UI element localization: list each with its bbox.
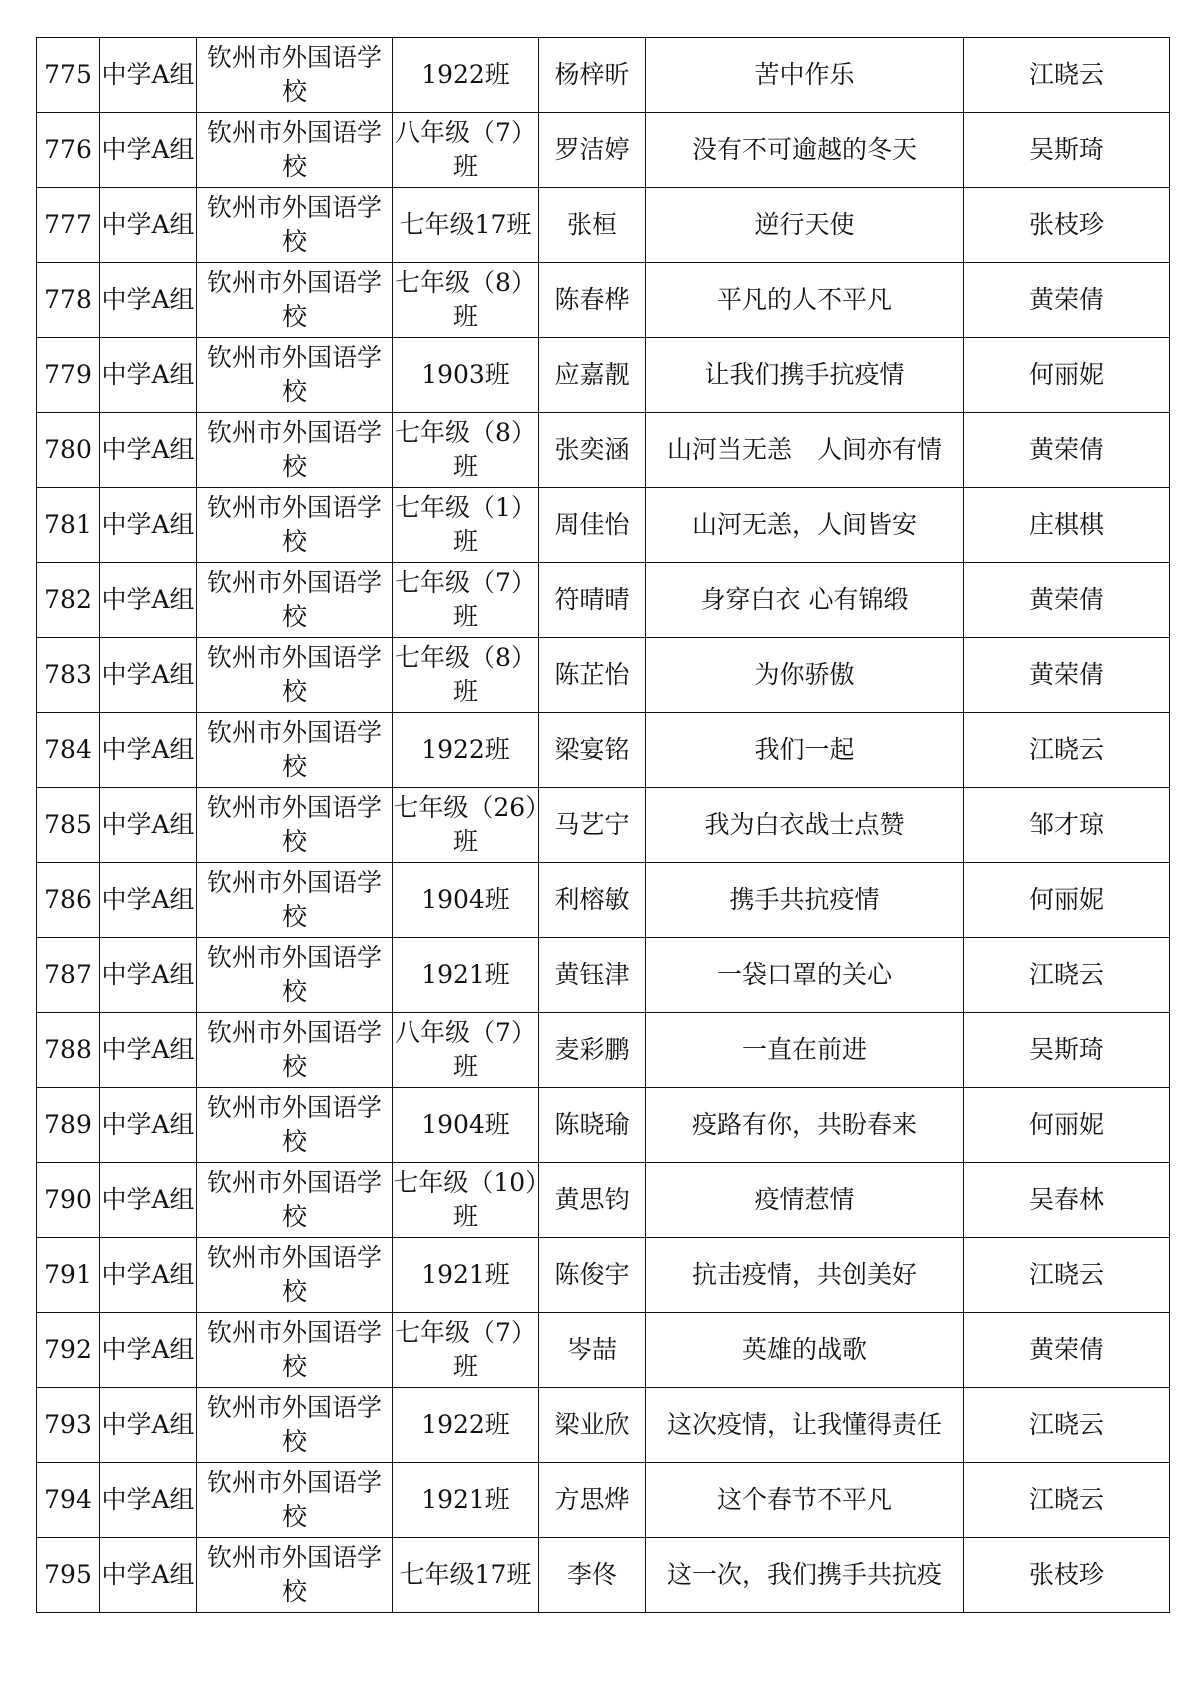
group-cell: 中学A组 (100, 938, 197, 1013)
student-name: 梁宴铭 (539, 713, 646, 788)
work-title: 疫路有你，共盼春来 (646, 1088, 964, 1163)
table-row (37, 638, 1170, 713)
student-name: 梁业欣 (539, 1388, 646, 1463)
student-name: 黄思钧 (539, 1163, 646, 1238)
table-row (37, 1313, 1170, 1388)
work-title: 平凡的人不平凡 (646, 263, 964, 338)
school-cell: 钦州市外国语学校 (197, 1463, 393, 1538)
school-cell: 钦州市外国语学校 (197, 263, 393, 338)
entry-number: 779 (37, 338, 100, 413)
class-cell: 七年级17班 (393, 1538, 539, 1613)
school-cell: 钦州市外国语学校 (197, 413, 393, 488)
school-cell: 钦州市外国语学校 (197, 1313, 393, 1388)
work-title: 没有不可逾越的冬天 (646, 113, 964, 188)
teacher-name: 江晓云 (964, 1238, 1170, 1313)
student-name: 陈俊宇 (539, 1238, 646, 1313)
work-title: 逆行天使 (646, 188, 964, 263)
entry-number: 777 (37, 188, 100, 263)
class-cell: 八年级（7）班 (393, 1013, 539, 1088)
class-cell: 七年级（7）班 (393, 563, 539, 638)
teacher-name: 庄棋棋 (964, 488, 1170, 563)
entry-number: 794 (37, 1463, 100, 1538)
entry-number: 785 (37, 788, 100, 863)
table-row (37, 1163, 1170, 1238)
work-title: 身穿白衣 心有锦缎 (646, 563, 964, 638)
teacher-name: 张枝珍 (964, 188, 1170, 263)
table-row (37, 713, 1170, 788)
group-cell: 中学A组 (100, 38, 197, 113)
student-name: 周佳怡 (539, 488, 646, 563)
teacher-name: 黄荣倩 (964, 413, 1170, 488)
table-row (37, 1013, 1170, 1088)
school-cell: 钦州市外国语学校 (197, 338, 393, 413)
table-row (37, 1238, 1170, 1313)
work-title: 这个春节不平凡 (646, 1463, 964, 1538)
school-cell: 钦州市外国语学校 (197, 1538, 393, 1613)
school-cell: 钦州市外国语学校 (197, 113, 393, 188)
teacher-name: 黄荣倩 (964, 563, 1170, 638)
work-title: 为你骄傲 (646, 638, 964, 713)
class-cell: 七年级（8）班 (393, 638, 539, 713)
work-title: 我为白衣战士点赞 (646, 788, 964, 863)
class-cell: 七年级17班 (393, 188, 539, 263)
school-cell: 钦州市外国语学校 (197, 188, 393, 263)
work-title: 英雄的战歌 (646, 1313, 964, 1388)
class-cell: 七年级（8）班 (393, 413, 539, 488)
class-cell: 七年级（8）班 (393, 263, 539, 338)
table-row (37, 1388, 1170, 1463)
table-body (37, 38, 1170, 1613)
entry-number: 793 (37, 1388, 100, 1463)
school-cell: 钦州市外国语学校 (197, 1088, 393, 1163)
class-cell: 1904班 (393, 863, 539, 938)
entry-number: 795 (37, 1538, 100, 1613)
class-cell: 七年级（10）班 (393, 1163, 539, 1238)
student-name: 陈春桦 (539, 263, 646, 338)
teacher-name: 何丽妮 (964, 1088, 1170, 1163)
work-title: 山河当无恙 人间亦有情 (646, 413, 964, 488)
group-cell: 中学A组 (100, 113, 197, 188)
table-row (37, 263, 1170, 338)
student-name: 罗洁婷 (539, 113, 646, 188)
entry-number: 791 (37, 1238, 100, 1313)
work-title: 苦中作乐 (646, 38, 964, 113)
table-row (37, 1538, 1170, 1613)
student-name: 黄钰津 (539, 938, 646, 1013)
school-cell: 钦州市外国语学校 (197, 1013, 393, 1088)
teacher-name: 江晓云 (964, 938, 1170, 1013)
student-name: 张奕涵 (539, 413, 646, 488)
entry-number: 782 (37, 563, 100, 638)
entry-number: 784 (37, 713, 100, 788)
entry-number: 783 (37, 638, 100, 713)
group-cell: 中学A组 (100, 638, 197, 713)
student-name: 李佟 (539, 1538, 646, 1613)
student-name: 杨梓昕 (539, 38, 646, 113)
entry-number: 780 (37, 413, 100, 488)
group-cell: 中学A组 (100, 1313, 197, 1388)
entry-number: 792 (37, 1313, 100, 1388)
student-name: 应嘉靓 (539, 338, 646, 413)
work-title: 抗击疫情，共创美好 (646, 1238, 964, 1313)
student-name: 张桓 (539, 188, 646, 263)
work-title: 一袋口罩的关心 (646, 938, 964, 1013)
entry-number: 787 (37, 938, 100, 1013)
group-cell: 中学A组 (100, 1538, 197, 1613)
group-cell: 中学A组 (100, 1463, 197, 1538)
school-cell: 钦州市外国语学校 (197, 938, 393, 1013)
group-cell: 中学A组 (100, 863, 197, 938)
student-name: 利榕敏 (539, 863, 646, 938)
table-row (37, 1088, 1170, 1163)
work-title: 这一次，我们携手共抗疫 (646, 1538, 964, 1613)
group-cell: 中学A组 (100, 488, 197, 563)
teacher-name: 吴春林 (964, 1163, 1170, 1238)
teacher-name: 吴斯琦 (964, 113, 1170, 188)
teacher-name: 江晓云 (964, 713, 1170, 788)
group-cell: 中学A组 (100, 338, 197, 413)
class-cell: 1904班 (393, 1088, 539, 1163)
teacher-name: 张枝珍 (964, 1538, 1170, 1613)
student-name: 岑喆 (539, 1313, 646, 1388)
entry-number: 790 (37, 1163, 100, 1238)
teacher-name: 何丽妮 (964, 338, 1170, 413)
table-row (37, 488, 1170, 563)
table-row (37, 1463, 1170, 1538)
student-name: 马艺宁 (539, 788, 646, 863)
work-title: 这次疫情，让我懂得责任 (646, 1388, 964, 1463)
school-cell: 钦州市外国语学校 (197, 1388, 393, 1463)
table-row (37, 863, 1170, 938)
student-name: 陈晓瑜 (539, 1088, 646, 1163)
school-cell: 钦州市外国语学校 (197, 488, 393, 563)
group-cell: 中学A组 (100, 1088, 197, 1163)
class-cell: 1922班 (393, 713, 539, 788)
table-row (37, 938, 1170, 1013)
table-row (37, 413, 1170, 488)
entries-table (36, 37, 1170, 1613)
teacher-name: 江晓云 (964, 1463, 1170, 1538)
teacher-name: 黄荣倩 (964, 1313, 1170, 1388)
entry-number: 786 (37, 863, 100, 938)
group-cell: 中学A组 (100, 788, 197, 863)
entry-number: 781 (37, 488, 100, 563)
teacher-name: 江晓云 (964, 38, 1170, 113)
work-title: 山河无恙，人间皆安 (646, 488, 964, 563)
school-cell: 钦州市外国语学校 (197, 638, 393, 713)
table-row (37, 38, 1170, 113)
entry-number: 789 (37, 1088, 100, 1163)
class-cell: 1922班 (393, 1388, 539, 1463)
table-row (37, 788, 1170, 863)
entry-number: 775 (37, 38, 100, 113)
table-row (37, 338, 1170, 413)
school-cell: 钦州市外国语学校 (197, 1238, 393, 1313)
school-cell: 钦州市外国语学校 (197, 788, 393, 863)
work-title: 一直在前进 (646, 1013, 964, 1088)
school-cell: 钦州市外国语学校 (197, 563, 393, 638)
group-cell: 中学A组 (100, 263, 197, 338)
entry-number: 776 (37, 113, 100, 188)
teacher-name: 邹才琼 (964, 788, 1170, 863)
school-cell: 钦州市外国语学校 (197, 1163, 393, 1238)
group-cell: 中学A组 (100, 1238, 197, 1313)
student-name: 方思烨 (539, 1463, 646, 1538)
group-cell: 中学A组 (100, 1163, 197, 1238)
school-cell: 钦州市外国语学校 (197, 713, 393, 788)
class-cell: 1921班 (393, 938, 539, 1013)
group-cell: 中学A组 (100, 713, 197, 788)
school-cell: 钦州市外国语学校 (197, 863, 393, 938)
work-title: 让我们携手抗疫情 (646, 338, 964, 413)
entry-number: 778 (37, 263, 100, 338)
teacher-name: 江晓云 (964, 1388, 1170, 1463)
class-cell: 七年级（1）班 (393, 488, 539, 563)
group-cell: 中学A组 (100, 1013, 197, 1088)
work-title: 携手共抗疫情 (646, 863, 964, 938)
teacher-name: 何丽妮 (964, 863, 1170, 938)
student-name: 符晴晴 (539, 563, 646, 638)
table-row (37, 188, 1170, 263)
group-cell: 中学A组 (100, 563, 197, 638)
work-title: 我们一起 (646, 713, 964, 788)
class-cell: 八年级（7）班 (393, 113, 539, 188)
teacher-name: 黄荣倩 (964, 638, 1170, 713)
class-cell: 1903班 (393, 338, 539, 413)
class-cell: 1921班 (393, 1238, 539, 1313)
work-title: 疫情惹情 (646, 1163, 964, 1238)
class-cell: 七年级（7）班 (393, 1313, 539, 1388)
teacher-name: 吴斯琦 (964, 1013, 1170, 1088)
group-cell: 中学A组 (100, 188, 197, 263)
table-row (37, 113, 1170, 188)
entry-number: 788 (37, 1013, 100, 1088)
group-cell: 中学A组 (100, 1388, 197, 1463)
school-cell: 钦州市外国语学校 (197, 38, 393, 113)
student-name: 陈芷怡 (539, 638, 646, 713)
table-row (37, 563, 1170, 638)
class-cell: 七年级（26）班 (393, 788, 539, 863)
group-cell: 中学A组 (100, 413, 197, 488)
student-name: 麦彩鹏 (539, 1013, 646, 1088)
teacher-name: 黄荣倩 (964, 263, 1170, 338)
class-cell: 1922班 (393, 38, 539, 113)
class-cell: 1921班 (393, 1463, 539, 1538)
